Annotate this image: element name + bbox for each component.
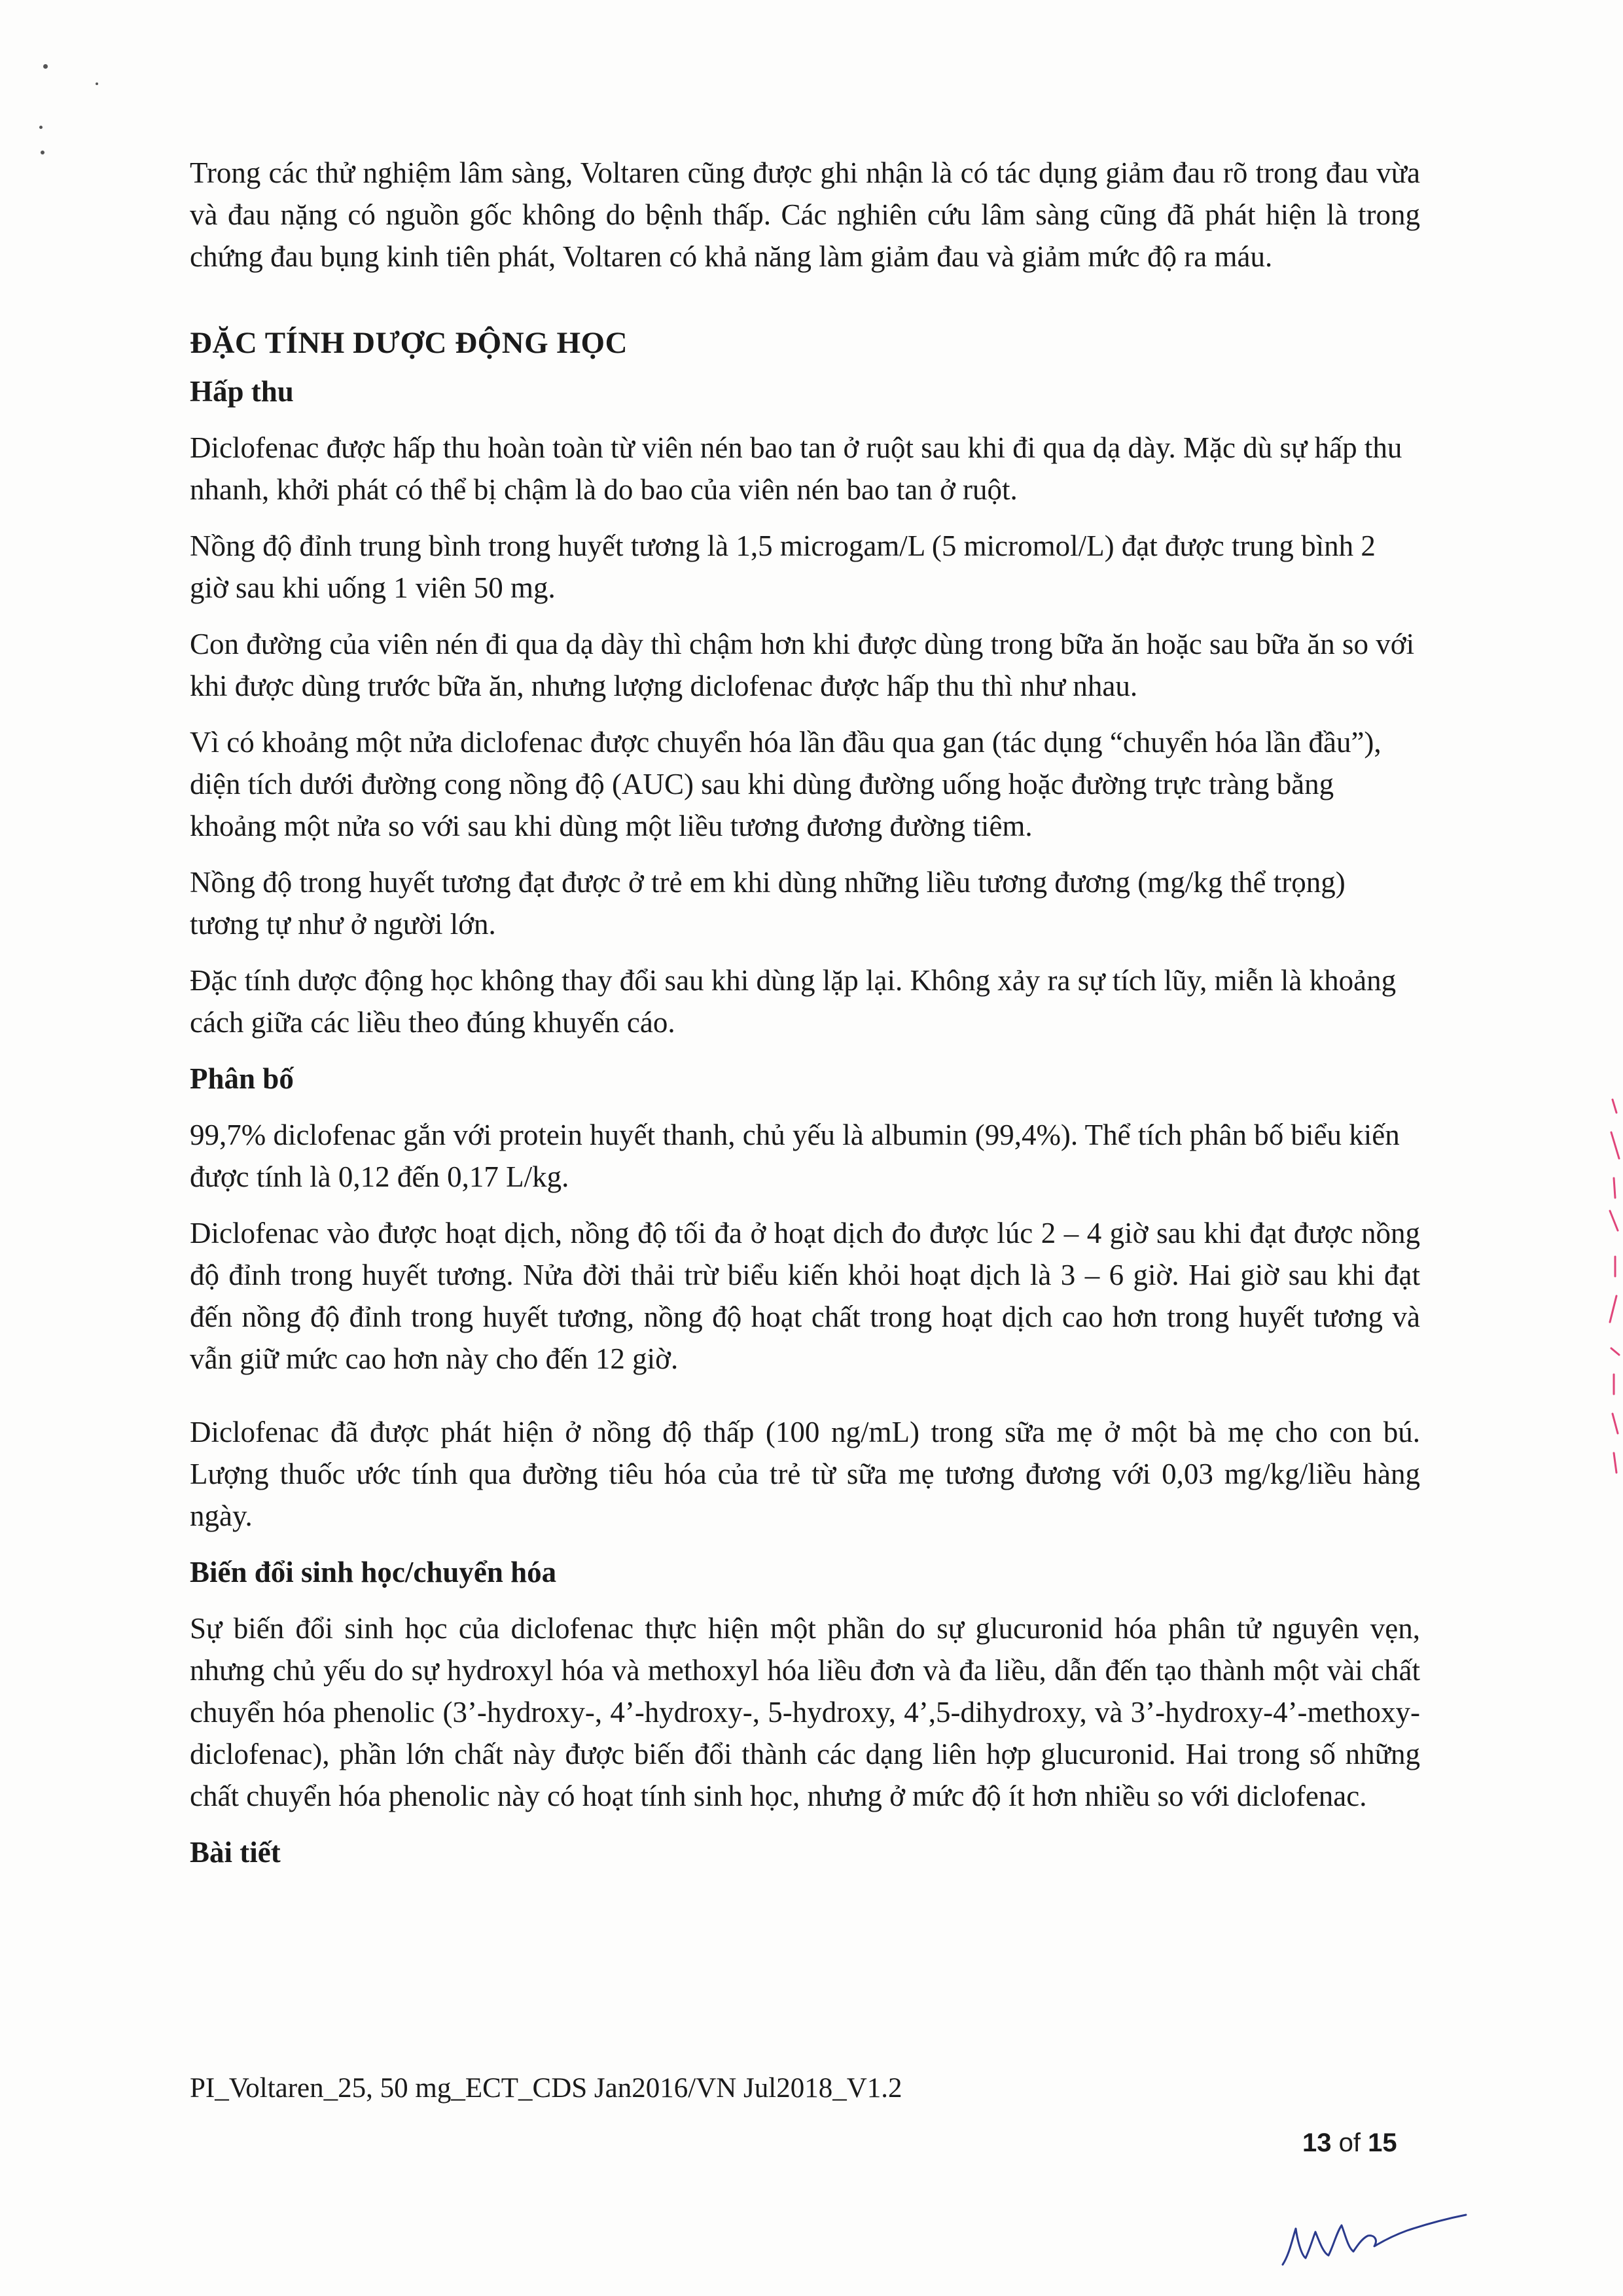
distribution-paragraph: 99,7% diclofenac gắn với protein huyết thanh, chủ yếu là albumin (99,4%). Thể tích phân bố biểu kiến được tính là 0,12 đến 0,17 L/kg. [190, 1119, 1400, 1193]
distribution-paragraph: Diclofenac đã được phát hiện ở nồng độ thấp (100 ng/mL) trong sữa mẹ ở một bà mẹ cho con bú. Lượng thuốc ước tính qua đường tiêu hóa của trẻ từ sữa mẹ tương đương với 0,03 mg/kg/liều hàng ngày. [190, 1416, 1420, 1532]
distribution-paragraph: Diclofenac vào được hoạt dịch, nồng độ tối đa ở hoạt dịch đo được lúc 2 – 4 giờ sau khi đạt được nồng độ đỉnh trong huyết tương. Nửa đời thải trừ biểu kiến khỏi hoạt dịch là 3 – 6 giờ. Hai giờ sau khi đạt đến nồng độ đỉnh trong huyết tương, nồng độ hoạt chất trong hoạt dịch cao hơn trong huyết tương và vẫn giữ mức cao hơn này cho đến 12 giờ. [190, 1217, 1420, 1375]
page-of-label: of [1338, 2128, 1361, 2157]
intro-paragraph: Trong các thử nghiệm lâm sàng, Voltaren cũng được ghi nhận là có tác dụng giảm đau rõ trong đau vừa và đau nặng có nguồn gốc không do bệnh thấp. Các nghiên cứu lâm sàng cũng đã phát hiện là trong chứng đau bụng kinh tiên phát, Voltaren có khả năng làm giảm đau và giảm mức độ ra máu. [190, 156, 1420, 273]
biotransformation-paragraph: Sự biến đổi sinh học của diclofenac thực hiện một phần do sự glucuronid hóa phân tử nguyên vẹn, nhưng chủ yếu do sự hydroxyl hóa và methoxyl hóa liều đơn và đa liều, dẫn đến tạo thành một vài chất chuyển hóa phenolic (3’-hydroxy-, 4’-hydroxy-, 5-hydroxy, 4’,5-dihydroxy, và 3’-hydroxy-4’-methoxy-diclofenac), phần lớn chất này được biến đổi thành các dạng liên hợp glucuronid. Hai trong số những chất chuyển hóa phenolic này có hoạt tính sinh học, nhưng ở mức độ ít hơn nhiều so với diclofenac. [190, 1612, 1420, 1812]
absorption-paragraph: Vì có khoảng một nửa diclofenac được chuyển hóa lần đầu qua gan (tác dụng “chuyển hóa lần đầu”), diện tích dưới đường cong nồng độ (AUC) sau khi dùng đường uống hoặc đường trực tràng bằng khoảng một nửa so với sau khi dùng một liều tương đương đường tiêm. [190, 726, 1382, 842]
section-title: ĐẶC TÍNH DƯỢC ĐỘNG HỌC [190, 326, 628, 360]
absorption-paragraph: Đặc tính dược động học không thay đổi sau khi dùng lặp lại. Không xảy ra sự tích lũy, miễn là khoảng cách giữa các liều theo đúng khuyến cáo. [190, 964, 1397, 1039]
excretion-heading: Bài tiết [190, 1836, 281, 1869]
page-total: 15 [1368, 2128, 1397, 2157]
page-number [1302, 2128, 1397, 2158]
biotransformation-heading: Biến đổi sinh học/chuyển hóa [190, 1556, 557, 1588]
absorption-heading: Hấp thu [190, 375, 294, 408]
handwritten-signature [1276, 2193, 1472, 2278]
margin-stamp-marks [1597, 1086, 1623, 1479]
distribution-heading: Phân bố [190, 1062, 294, 1095]
absorption-paragraph: Diclofenac được hấp thu hoàn toàn từ viên nén bao tan ở ruột sau khi đi qua dạ dày. Mặc dù sự hấp thu nhanh, khởi phát có thể bị chậm là do bao của viên nén bao tan ở ruột. [190, 431, 1402, 506]
footer-document-id: PI_Voltaren_25, 50 mg_ECT_CDS Jan2016/VN Jul2018_V1.2 [190, 2073, 902, 2104]
page-current: 13 [1302, 2128, 1332, 2157]
document-body [190, 152, 1420, 1888]
absorption-paragraph: Con đường của viên nén đi qua dạ dày thì chậm hơn khi được dùng trong bữa ăn hoặc sau bữa ăn so với khi được dùng trước bữa ăn, nhưng lượng diclofenac được hấp thu thì như nhau. [190, 628, 1415, 702]
absorption-paragraph: Nồng độ đỉnh trung bình trong huyết tương là 1,5 microgam/L (5 micromol/L) đạt được trung bình 2 giờ sau khi uống 1 viên 50 mg. [190, 529, 1376, 604]
absorption-paragraph: Nồng độ trong huyết tương đạt được ở trẻ em khi dùng những liều tương đương (mg/kg thể trọng) tương tự như ở người lớn. [190, 866, 1346, 941]
